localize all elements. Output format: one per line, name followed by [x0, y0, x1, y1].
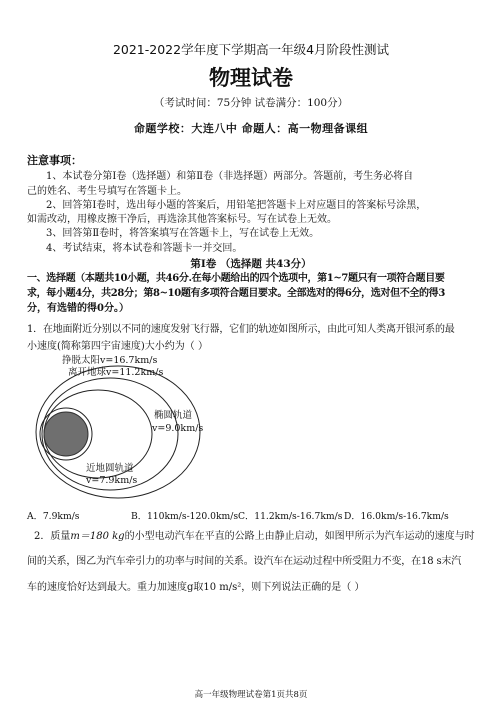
label-escape-sun: 挣脱太阳v=16.7km/s: [62, 355, 158, 366]
notice-title: 注意事项：: [27, 154, 82, 167]
label-near-earth-orbit: 近地圆轨道: [86, 463, 134, 474]
exam-name: 2021-2022学年度下学期高一年级4月阶段性测试: [112, 42, 390, 57]
earth-disc: [44, 412, 88, 456]
section-intro-line-1: 一、选择题（本题共10小题，共46分.在每小题给出的四个选项中，第1~7题只有一项符合题目要: [27, 273, 445, 284]
page-footer: 高一年级物理试卷第1页共8页: [194, 690, 308, 700]
section-title: 第Ⅰ卷 （选择题 共43分）: [190, 258, 312, 270]
notice-item-2-line-2: 如需改动，用橡皮擦干净后，再选涂其他答案标号。写在试卷上无效。: [27, 214, 337, 225]
exam-info: （考试时间：75分钟 试卷满分：100分）: [153, 97, 349, 109]
q1-option-c: C．11.2km/s-16.7km/s: [238, 511, 343, 522]
orbit-diagram: [26, 352, 236, 502]
section-intro-line-3: 分，有选错的得0分。）: [27, 303, 129, 314]
q2-stem-line-1: [34, 530, 475, 544]
q2-stem-line-2: 间的关系，图乙为汽车牵引力的功率与时间的关系。设汽车在运动过程中所受阻力不变，在18 s末汽: [27, 556, 462, 567]
label-elliptical-speed: v=9.0km/s: [152, 423, 204, 434]
notice-item-3: 3、回答第Ⅱ卷时，将答案填写在答题卡上，写在试卷上无效。: [46, 228, 320, 239]
q1-option-b: B．110km/s-120.0km/s: [131, 511, 239, 522]
notice-item-1-line-2: 己的姓名、考生号填写在答题卡上。: [27, 186, 187, 197]
label-elliptical-orbit: 椭圆轨道: [154, 410, 193, 421]
q1-stem-line-2: 小速度(简称第四宇宙速度)大小约为（ ）: [27, 341, 208, 352]
q2-stem-line-1-rest: 的小型电动汽车在平直的公路上由静止启动，如图甲所示为汽车运动的速度与时: [124, 531, 475, 542]
setter-info: 命题学校：大连八中 命题人：高一物理备课组: [133, 122, 369, 135]
notice-item-4: 4、考试结束，将本试卷和答题卡一并交回。: [46, 243, 243, 254]
q2-mass-formula: m＝180 kg: [70, 531, 125, 542]
subject-title: 物理试卷: [209, 65, 293, 90]
q2-stem-line-3: 车的速度恰好达到最大。重力加速度g取10 m/s²，则下列说法正确的是（ ）: [27, 582, 365, 593]
notice-item-1-line-1: 1、本试卷分第Ⅰ卷（选择题）和第Ⅱ卷（非选择题）两部分。答题前，考生务必将自: [46, 171, 414, 182]
q1-stem-line-1: 1．在地面附近分别以不同的速度发射飞行器，它们的轨迹如图所示，由此可知人类离开银河系的最: [27, 324, 455, 335]
section-intro-line-2: 求，每小题4分，共28分；第8~10题有多项符合题目要求。全部选对的得6分，选对但不全的得3: [27, 288, 445, 299]
q1-option-a: A．7.9km/s: [27, 511, 80, 522]
q1-option-d: D．16.0km/s-16.7km/s: [344, 511, 449, 522]
label-escape-earth: 离开地球v=11.2km/s: [68, 367, 164, 378]
label-near-earth-speed: v=7.9km/s: [86, 475, 138, 486]
notice-item-2-line-1: 2、回答第Ⅰ卷时，选出每小题的答案后，用铅笔把答题卡上对应题目的答案标号涂黑，: [46, 200, 427, 211]
q2-number: 2．质量: [34, 531, 71, 542]
